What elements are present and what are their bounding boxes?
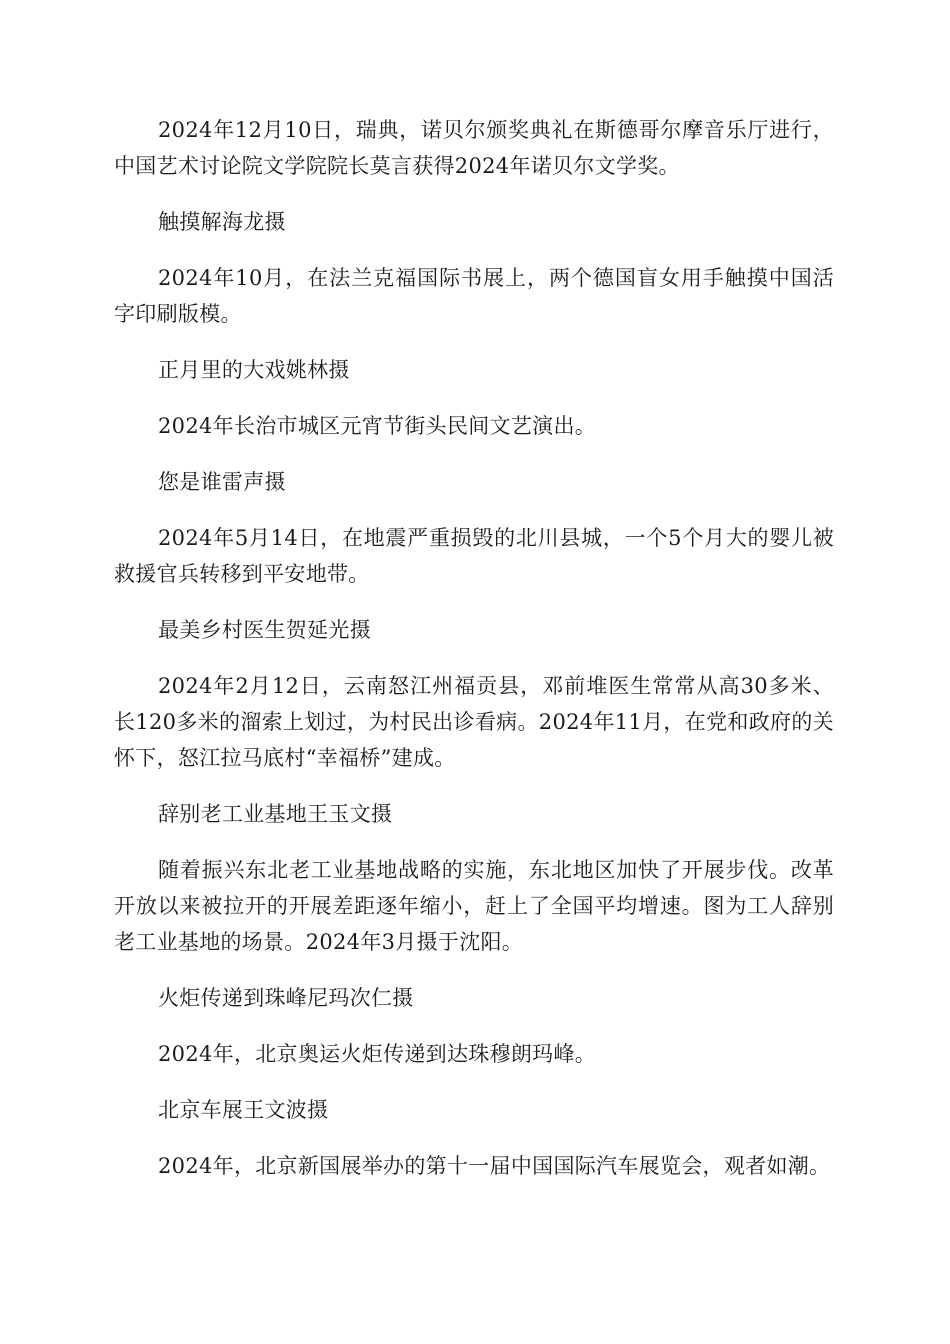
paragraph-changzhi: 2024年长治市城区元宵节街头民间文艺演出。: [158, 414, 597, 438]
caption-touch: 触摸解海龙摄: [158, 210, 286, 234]
caption-who-are-you: 您是谁雷声摄: [158, 470, 286, 494]
caption-lantern-opera: 正月里的大戏姚林摄: [158, 358, 350, 382]
caption-rural-doctor: 最美乡村医生贺延光摄: [158, 618, 371, 642]
caption-industrial-base: 辞别老工业基地王玉文摄: [158, 802, 393, 826]
document-body: [114, 112, 834, 1204]
caption-torch-everest: 火炬传递到珠峰尼玛次仁摄: [158, 986, 414, 1010]
paragraph-auto-show: 2024年，北京新国展举办的第十一届中国国际汽车展览会，观者如潮。: [158, 1154, 831, 1178]
paragraph-beichuan: 2024年5月14日，在地震严重损毁的北川县城，一个5个月大的婴儿被救援官兵转移到平安地带。: [114, 526, 834, 586]
paragraph-frankfurt: 2024年10月，在法兰克福国际书展上，两个德国盲女用手触摸中国活字印刷版模。: [114, 266, 834, 326]
paragraph-torch: 2024年，北京奥运火炬传递到达珠穆朗玛峰。: [158, 1042, 597, 1066]
paragraph-nobel: 2024年12月10日，瑞典，诺贝尔颁奖典礼在斯德哥尔摩音乐厅进行，中国艺术讨论院文学院院长莫言获得2024年诺贝尔文学奖。: [114, 118, 834, 178]
paragraph-northeast: 随着振兴东北老工业基地战略的实施，东北地区加快了开展步伐。改革开放以来被拉开的开展差距逐年缩小，赶上了全国平均增速。图为工人辞别老工业基地的场景。2024年3月摄于沈阳。: [114, 858, 834, 954]
caption-auto-show: 北京车展王文波摄: [158, 1098, 329, 1122]
paragraph-nujiang: 2024年2月12日，云南怒江州福贡县，邓前堆医生常常从高30多米、长120多米的溜索上划过，为村民出诊看病。2024年11月，在党和政府的关怀下，怒江拉马底村“幸福桥”建成。: [114, 674, 834, 770]
